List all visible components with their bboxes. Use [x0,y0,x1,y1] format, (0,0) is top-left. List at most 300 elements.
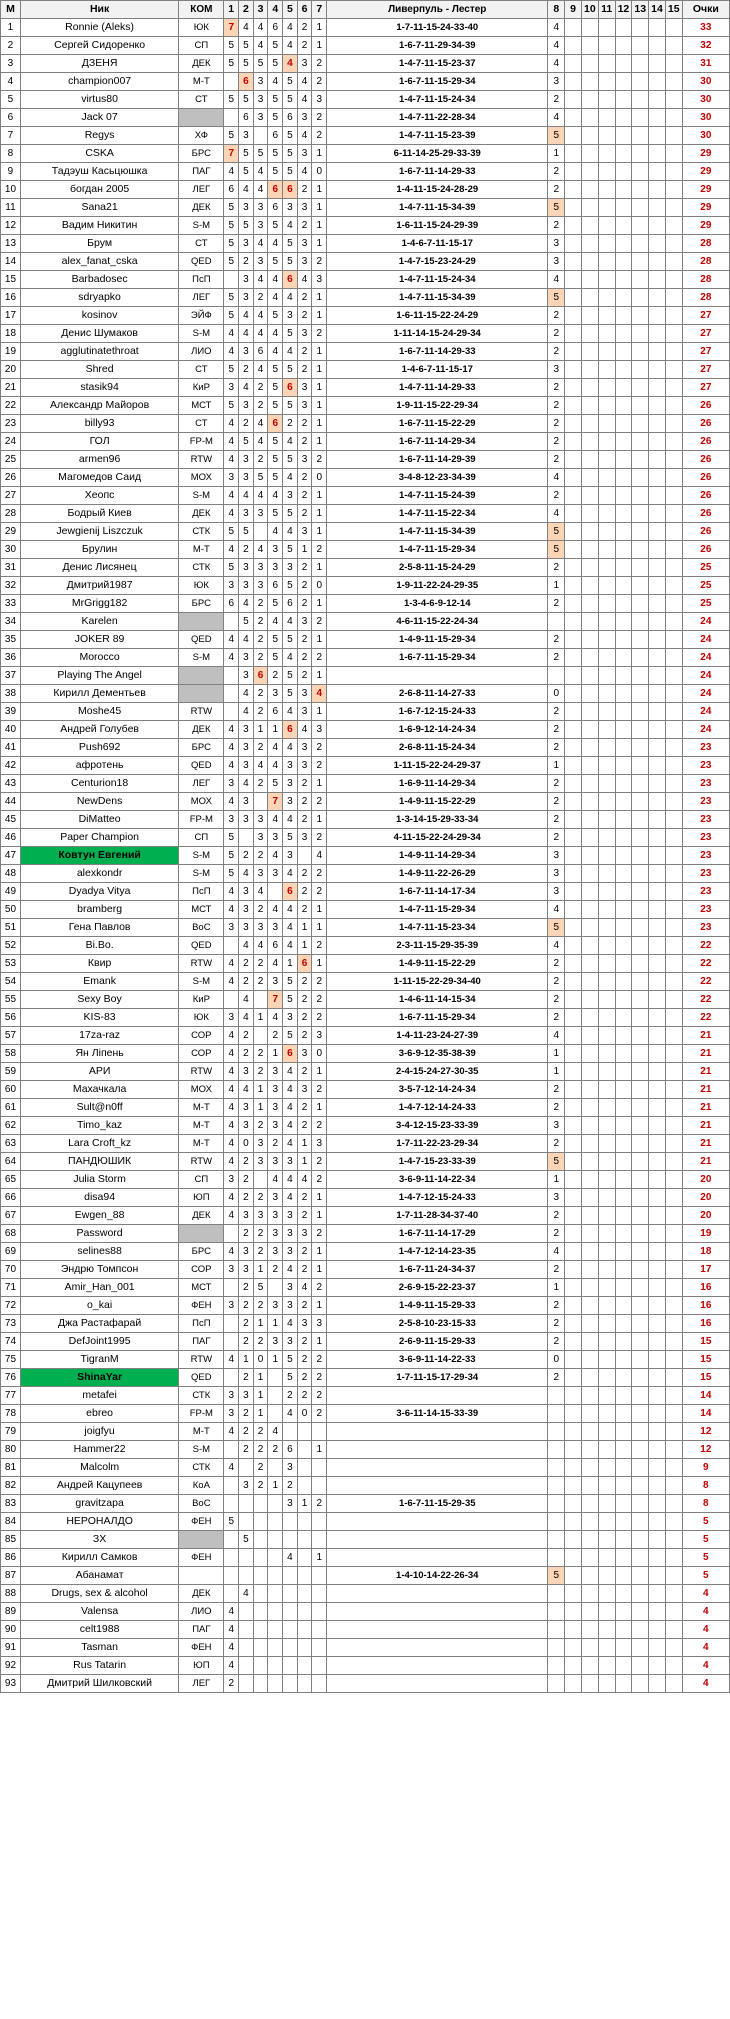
row-round-4: 5 [268,397,283,415]
row-team: ДЕК [179,505,224,523]
row-extra-11 [598,919,615,937]
row-nick: Квир [20,955,178,973]
row-round-3 [253,1171,268,1189]
row-extra-11 [598,253,615,271]
row-rank: 62 [1,1117,21,1135]
row-round-4: 4 [268,955,283,973]
row-extra-13 [632,1171,649,1189]
row-round-2: 1 [239,1351,254,1369]
row-round-4: 3 [268,1081,283,1099]
row-extra-10 [581,1171,598,1189]
row-extra-8: 5 [548,127,565,145]
row-team: М-Т [179,1117,224,1135]
row-round-1 [224,109,239,127]
row-points: 24 [682,613,729,631]
row-round-6: 2 [297,1297,312,1315]
row-points: 16 [682,1279,729,1297]
row-round-7: 2 [312,1405,327,1423]
row-nick: stasik94 [20,379,178,397]
row-extra-14 [649,1297,666,1315]
row-round-7: 2 [312,883,327,901]
row-extra-9 [565,883,582,901]
row-round-4: 5 [268,469,283,487]
row-extra-8: 2 [548,829,565,847]
table-row [1,379,730,397]
row-extra-15 [665,1009,682,1027]
row-round-2: 4 [239,181,254,199]
row-prediction: 1-6-7-11-14-17-29 [327,1225,548,1243]
row-extra-9 [565,1585,582,1603]
header-round-3: 3 [253,1,268,19]
row-round-7: 1 [312,1189,327,1207]
table-row [1,883,730,901]
row-round-1: 4 [224,451,239,469]
row-extra-9 [565,1531,582,1549]
row-round-1: 2 [224,1675,239,1693]
row-prediction: 2-6-8-11-14-27-33 [327,685,548,703]
row-extra-14 [649,631,666,649]
table-row [1,487,730,505]
row-round-3: 2 [253,1297,268,1315]
table-row [1,1009,730,1027]
row-round-1: 3 [224,1261,239,1279]
row-round-4: 4 [268,1009,283,1027]
row-round-4 [268,1657,283,1675]
row-round-2 [239,1495,254,1513]
row-extra-10 [581,217,598,235]
row-extra-13 [632,199,649,217]
row-prediction: 1-4-10-14-22-26-34 [327,1567,548,1585]
row-rank: 31 [1,559,21,577]
row-round-5: 5 [283,163,298,181]
row-extra-9 [565,829,582,847]
row-extra-12 [615,1225,632,1243]
row-round-2: 4 [239,487,254,505]
row-round-7: 2 [312,613,327,631]
row-round-3: 5 [253,1279,268,1297]
row-extra-15 [665,325,682,343]
row-extra-8: 1 [548,145,565,163]
row-extra-11 [598,991,615,1009]
row-round-2: 2 [239,1153,254,1171]
row-extra-12 [615,1405,632,1423]
row-extra-8: 2 [548,181,565,199]
row-round-2: 4 [239,325,254,343]
row-prediction: 1-9-11-22-24-29-35 [327,577,548,595]
row-round-4: 3 [268,1189,283,1207]
row-extra-10 [581,37,598,55]
row-extra-14 [649,37,666,55]
row-round-6: 2 [297,505,312,523]
row-extra-11 [598,469,615,487]
row-extra-12 [615,1477,632,1495]
row-extra-14 [649,901,666,919]
row-extra-15 [665,1495,682,1513]
row-round-3: 3 [253,1207,268,1225]
row-extra-12 [615,1441,632,1459]
row-extra-14 [649,127,666,145]
row-round-4 [268,1567,283,1585]
row-extra-8: 5 [548,523,565,541]
header-round-11: 11 [598,1,615,19]
row-points: 14 [682,1387,729,1405]
row-extra-8: 2 [548,1333,565,1351]
table-row [1,1639,730,1657]
row-prediction: 1-4-7-11-15-34-39 [327,289,548,307]
row-prediction: 1-11-15-22-24-29-37 [327,757,548,775]
row-prediction: 1-4-6-7-11-15-17 [327,361,548,379]
row-extra-13 [632,307,649,325]
row-round-2: 4 [239,595,254,613]
row-round-6: 2 [297,793,312,811]
row-extra-12 [615,1117,632,1135]
row-round-3: 4 [253,361,268,379]
row-round-4: 5 [268,379,283,397]
row-round-2: 2 [239,1045,254,1063]
row-extra-11 [598,235,615,253]
row-round-2: 3 [239,811,254,829]
row-extra-8: 0 [548,685,565,703]
row-extra-9 [565,109,582,127]
row-team: QED [179,253,224,271]
row-extra-8: 2 [548,721,565,739]
row-extra-11 [598,541,615,559]
row-extra-13 [632,19,649,37]
row-extra-12 [615,1657,632,1675]
row-extra-14 [649,1135,666,1153]
table-row [1,775,730,793]
row-round-5: 4 [283,1117,298,1135]
row-extra-15 [665,1207,682,1225]
row-round-6: 2 [297,469,312,487]
row-round-6: 2 [297,1261,312,1279]
row-round-5: 4 [283,433,298,451]
row-nick: NewDens [20,793,178,811]
table-row [1,1153,730,1171]
row-round-1 [224,1315,239,1333]
table-row [1,1063,730,1081]
row-round-5: 4 [283,649,298,667]
row-round-4: 6 [268,19,283,37]
row-extra-11 [598,577,615,595]
row-nick: Julia Storm [20,1171,178,1189]
row-extra-13 [632,1639,649,1657]
row-round-7: 0 [312,577,327,595]
row-rank: 19 [1,343,21,361]
row-round-4: 4 [268,1171,283,1189]
row-round-2 [239,1657,254,1675]
row-points: 5 [682,1531,729,1549]
row-round-6: 2 [297,37,312,55]
row-round-6: 2 [297,1333,312,1351]
row-extra-10 [581,1351,598,1369]
row-extra-11 [598,1549,615,1567]
row-rank: 5 [1,91,21,109]
row-extra-10 [581,1261,598,1279]
row-extra-11 [598,1243,615,1261]
row-extra-9 [565,1441,582,1459]
row-team: S-M [179,325,224,343]
row-round-3: 2 [253,685,268,703]
row-team: ВоС [179,919,224,937]
row-extra-8: 2 [548,379,565,397]
row-extra-11 [598,289,615,307]
row-extra-11 [598,1531,615,1549]
row-round-1 [224,1369,239,1387]
row-extra-9 [565,973,582,991]
row-extra-13 [632,505,649,523]
row-round-5: 3 [283,1297,298,1315]
row-extra-12 [615,1351,632,1369]
row-extra-9 [565,163,582,181]
row-round-2: 5 [239,55,254,73]
row-extra-15 [665,1279,682,1297]
row-team: S-M [179,973,224,991]
row-round-5: 3 [283,1225,298,1243]
row-round-3: 1 [253,1405,268,1423]
table-row [1,271,730,289]
row-nick: TigranM [20,1351,178,1369]
row-round-2: 3 [239,649,254,667]
row-extra-13 [632,793,649,811]
row-round-6: 2 [297,865,312,883]
row-extra-15 [665,487,682,505]
row-round-5: 5 [283,91,298,109]
row-round-6 [297,1423,312,1441]
row-extra-15 [665,613,682,631]
row-round-6: 3 [297,1045,312,1063]
row-extra-10 [581,667,598,685]
row-prediction: 2-5-8-11-15-24-29 [327,559,548,577]
row-round-4: 4 [268,235,283,253]
row-round-7: 1 [312,1099,327,1117]
row-round-5: 4 [283,1099,298,1117]
row-points: 26 [682,541,729,559]
row-round-3 [253,523,268,541]
row-points: 22 [682,1009,729,1027]
row-extra-11 [598,415,615,433]
row-extra-11 [598,361,615,379]
row-nick: Ян Ліпень [20,1045,178,1063]
row-round-3: 5 [253,469,268,487]
row-round-3: 2 [253,973,268,991]
row-round-5: 4 [283,1171,298,1189]
row-extra-8: 2 [548,415,565,433]
row-round-6: 4 [297,91,312,109]
row-prediction: 6-11-14-25-29-33-39 [327,145,548,163]
row-rank: 49 [1,883,21,901]
row-extra-8: 1 [548,1063,565,1081]
row-round-2: 4 [239,775,254,793]
row-prediction [327,1459,548,1477]
row-round-7: 1 [312,919,327,937]
row-round-5: 3 [283,199,298,217]
row-extra-13 [632,1153,649,1171]
row-round-6: 3 [297,1315,312,1333]
row-extra-10 [581,1279,598,1297]
row-extra-13 [632,1603,649,1621]
row-round-4 [268,1405,283,1423]
row-round-1: 4 [224,541,239,559]
row-round-4: 3 [268,865,283,883]
row-round-7: 1 [312,217,327,235]
row-round-6 [297,1639,312,1657]
row-round-6: 3 [297,703,312,721]
row-prediction [327,1423,548,1441]
row-round-3: 2 [253,613,268,631]
row-extra-8: 2 [548,1261,565,1279]
row-points: 29 [682,145,729,163]
row-extra-15 [665,793,682,811]
row-extra-9 [565,1495,582,1513]
row-extra-15 [665,649,682,667]
row-round-5: 3 [283,775,298,793]
row-round-2: 2 [239,955,254,973]
row-round-5: 6 [283,181,298,199]
row-team: ДЕК [179,199,224,217]
row-extra-15 [665,1477,682,1495]
row-points: 24 [682,685,729,703]
row-extra-14 [649,685,666,703]
row-extra-14 [649,451,666,469]
row-extra-14 [649,847,666,865]
row-extra-11 [598,19,615,37]
row-extra-10 [581,613,598,631]
row-extra-9 [565,1135,582,1153]
row-extra-12 [615,1315,632,1333]
row-round-6: 2 [297,415,312,433]
row-round-3: 2 [253,1333,268,1351]
row-prediction [327,1549,548,1567]
row-round-2: 3 [239,901,254,919]
table-row [1,1459,730,1477]
row-extra-13 [632,829,649,847]
row-extra-13 [632,145,649,163]
row-extra-9 [565,1459,582,1477]
row-round-6: 3 [297,397,312,415]
row-round-5: 6 [283,1045,298,1063]
row-extra-11 [598,181,615,199]
table-row [1,577,730,595]
row-rank: 64 [1,1153,21,1171]
row-round-2: 6 [239,73,254,91]
row-round-7: 3 [312,1315,327,1333]
row-team: RTW [179,1153,224,1171]
row-extra-13 [632,1477,649,1495]
row-round-3: 3 [253,865,268,883]
row-round-6 [297,1441,312,1459]
row-extra-11 [598,847,615,865]
row-round-3 [253,1513,268,1531]
row-prediction [327,667,548,685]
row-round-3: 3 [253,505,268,523]
row-extra-14 [649,1261,666,1279]
row-team: RTW [179,703,224,721]
row-round-2: 3 [239,1477,254,1495]
row-extra-11 [598,505,615,523]
row-team: БРС [179,739,224,757]
row-points: 21 [682,1153,729,1171]
row-round-2: 5 [239,523,254,541]
row-extra-9 [565,271,582,289]
row-rank: 51 [1,919,21,937]
row-round-1 [224,1549,239,1567]
row-round-2: 2 [239,1315,254,1333]
row-rank: 85 [1,1531,21,1549]
row-round-6: 3 [297,739,312,757]
row-rank: 22 [1,397,21,415]
row-round-4: 2 [268,1441,283,1459]
row-round-2: 2 [239,1423,254,1441]
row-extra-9 [565,55,582,73]
row-team: СТК [179,559,224,577]
row-extra-14 [649,829,666,847]
row-extra-9 [565,1369,582,1387]
row-round-2 [239,1549,254,1567]
row-extra-10 [581,271,598,289]
row-round-3 [253,1027,268,1045]
row-extra-8: 2 [548,1009,565,1027]
row-prediction: 1-7-11-28-34-37-40 [327,1207,548,1225]
row-nick: Денис Шумаков [20,325,178,343]
row-points: 22 [682,973,729,991]
row-rank: 12 [1,217,21,235]
row-extra-12 [615,271,632,289]
row-extra-12 [615,1675,632,1693]
row-round-7: 0 [312,163,327,181]
row-extra-13 [632,1027,649,1045]
row-extra-13 [632,1621,649,1639]
row-rank: 89 [1,1603,21,1621]
row-round-1: 4 [224,1081,239,1099]
row-extra-15 [665,1423,682,1441]
header-round-6: 6 [297,1,312,19]
row-round-4: 3 [268,1243,283,1261]
row-extra-10 [581,829,598,847]
row-nick: Barbadosec [20,271,178,289]
row-nick: Джа Растафарай [20,1315,178,1333]
row-round-2 [239,1513,254,1531]
table-row [1,181,730,199]
row-round-6: 3 [297,613,312,631]
row-extra-15 [665,775,682,793]
row-points: 16 [682,1315,729,1333]
row-round-5: 5 [283,577,298,595]
row-team: ЮП [179,1657,224,1675]
row-round-1: 4 [224,1657,239,1675]
row-prediction: 1-4-7-11-22-28-34 [327,109,548,127]
row-round-7 [312,1621,327,1639]
table-row [1,523,730,541]
row-extra-8: 3 [548,73,565,91]
row-team: ХФ [179,127,224,145]
row-extra-15 [665,1459,682,1477]
row-round-2: 3 [239,1099,254,1117]
header-round-10: 10 [581,1,598,19]
row-round-2: 2 [239,1441,254,1459]
row-round-3: 2 [253,1117,268,1135]
row-round-3: 3 [253,559,268,577]
row-round-2: 5 [239,163,254,181]
table-row [1,631,730,649]
table-row [1,451,730,469]
row-round-5: 5 [283,829,298,847]
row-extra-15 [665,1063,682,1081]
row-rank: 75 [1,1351,21,1369]
row-round-2: 6 [239,109,254,127]
row-extra-9 [565,1351,582,1369]
row-extra-13 [632,1405,649,1423]
